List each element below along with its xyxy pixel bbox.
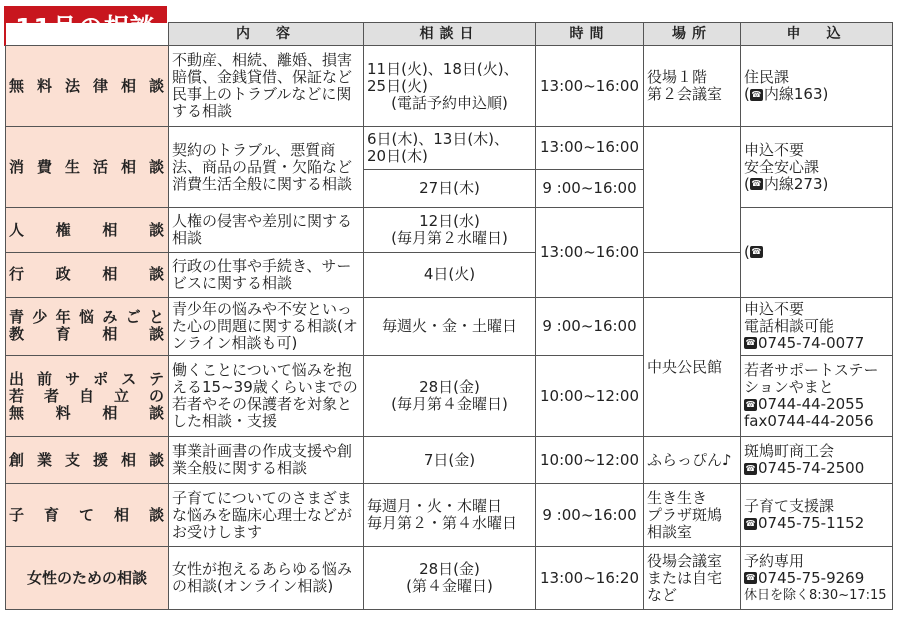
category-label: 人 権 相 談 (9, 220, 165, 239)
apply-cell (741, 484, 893, 547)
place-line: など (647, 585, 678, 604)
header-time: 時間 (536, 23, 644, 46)
date-cell: 毎週火・金・土曜日 (364, 297, 536, 356)
table-row (6, 127, 893, 170)
date-cell: 7日(金) (364, 437, 536, 484)
apply-line: 申込不要 (744, 299, 805, 318)
apply-phone: 0745-74-0077 (758, 333, 865, 352)
category-label: 無料法律相談 (9, 76, 165, 95)
apply-cell (741, 127, 893, 208)
date-cell: 4日(火) (364, 252, 536, 297)
apply-line: 安全安心課 (744, 157, 820, 176)
category-support-station (6, 356, 169, 437)
header-blank (6, 23, 169, 46)
date-line: (第４金曜日) (406, 577, 493, 596)
content-cell: 行政の仕事や手続き、サービスに関する相談 (169, 252, 364, 297)
table-row (6, 547, 893, 610)
table-row (6, 208, 893, 253)
apply-cell (741, 208, 893, 297)
apply-phone: 0744-44-2055 (758, 395, 865, 414)
date-cell (364, 484, 536, 547)
apply-line: 申込不要 (744, 140, 805, 159)
place-cell: 中央公民館 (644, 297, 741, 437)
category-label: 消費生活相談 (9, 157, 165, 176)
apply-cell (741, 547, 893, 610)
time-cell: 13:00~16:00 (536, 127, 644, 170)
date-line: 25日(火) (367, 76, 428, 95)
apply-hours: 休日を除く8:30~17:15 (744, 587, 887, 603)
date-cell (364, 547, 536, 610)
table-row (6, 484, 893, 547)
apply-line: 子育て支援課 (744, 497, 835, 516)
date-line: (毎月第２水曜日) (391, 229, 508, 248)
apply-line: 若者サポートステー (744, 361, 879, 380)
content-cell: 不動産、相続、離婚、損害賠償、金銭貸借、保証など民事上のトラブルなどに関する相談 (169, 46, 364, 127)
content-cell: 人権の侵害や差別に関する相談 (169, 208, 364, 253)
date-line: 28日(金) (419, 560, 480, 579)
date-line: 12日(水) (419, 212, 480, 231)
place-cell (644, 484, 741, 547)
header-place: 場所 (644, 23, 741, 46)
time-cell: 10:00~12:00 (536, 356, 644, 437)
header-row (6, 23, 893, 46)
date-cell (364, 208, 536, 253)
content-cell: 事業計画書の作成支援や創業全般に関する相談 (169, 437, 364, 484)
place-cell (644, 127, 741, 253)
category-human-rights (6, 208, 169, 253)
date-line: (電話予約申込順) (391, 93, 508, 112)
content-cell: 青少年の悩みや不安といった心の問題に関する相談(オンライン相談も可) (169, 297, 364, 356)
category-youth (6, 297, 169, 356)
table-row (6, 356, 893, 437)
time-cell: 13:00~16:00 (536, 208, 644, 297)
category-label: 女性のための相談 (26, 568, 147, 587)
category-label: 行 政 相 談 (9, 265, 165, 284)
time-cell: 13:00~16:00 (536, 46, 644, 127)
category-consumer (6, 127, 169, 208)
category-label: 子 育 て 相 談 (9, 505, 165, 524)
category-label: 若者自立の (9, 386, 165, 405)
header-apply: 申 込 (741, 23, 893, 46)
apply-phone: 0745-75-9269 (758, 568, 865, 587)
date-line: 11日(火)、18日(火)、 (367, 59, 519, 78)
table-row (6, 437, 893, 484)
apply-line: ( ☎ 内線163) (744, 85, 829, 104)
place-line: 相談室 (647, 522, 693, 541)
place-line: 役場会議室 (647, 551, 723, 570)
apply-cell (741, 46, 893, 127)
place-cell: ふらっぴん♪ (644, 437, 741, 484)
time-cell: 9 :00~16:00 (536, 297, 644, 356)
place-line: 役場１階 (647, 68, 708, 87)
category-label: 無 料 相 談 (9, 403, 165, 422)
content-cell: 契約のトラブル、悪質商法、商品の品質・欠陥など消費生活全般に関する相談 (169, 127, 364, 208)
phone-icon: ☎ (745, 399, 756, 409)
apply-cell (741, 356, 893, 437)
date-line: 毎週月・火・木曜日 (367, 497, 503, 516)
category-legal (6, 46, 169, 127)
apply-ext: 内線163) (763, 85, 829, 104)
place-cell (644, 46, 741, 127)
time-cell: 9 :00~16:00 (536, 484, 644, 547)
content-cell: 働くことについて悩みを抱える15~39歳くらいまでの若者やその保護者を対象とした相談・支援 (169, 356, 364, 437)
table-row (6, 297, 893, 356)
header-date: 相談日 (364, 23, 536, 46)
header-content: 内 容 (169, 23, 364, 46)
phone-icon: ☎ (745, 338, 756, 348)
date-line: 28日(金) (419, 378, 480, 397)
date-line: 6日(木)、13日(木)、 (367, 129, 510, 148)
apply-line (744, 460, 889, 477)
apply-fax: fax0744-44-2056 (744, 412, 874, 431)
category-administrative (6, 252, 169, 297)
category-label: 教 育 相 談 (9, 325, 165, 344)
category-label: 出前サポステ (9, 369, 165, 388)
content-cell: 子育てについてのさまざまな悩みを臨床心理士などがお受けします (169, 484, 364, 547)
apply-phone: 0745-75-1152 (758, 514, 865, 533)
phone-icon: ☎ (745, 463, 756, 473)
phone-icon: ☎ (751, 179, 762, 189)
date-line: (毎月第４金曜日) (391, 395, 508, 414)
apply-phone: 0745-74-2500 (758, 459, 865, 478)
phone-icon: ☎ (751, 89, 762, 99)
apply-line: 斑鳩町商工会 (744, 442, 835, 461)
place-line: プラザ斑鳩 (647, 505, 723, 524)
apply-line (744, 396, 889, 413)
time-cell: 13:00~16:20 (536, 547, 644, 610)
apply-ext: 内線273) (763, 174, 829, 193)
date-line: 毎月第２・第４水曜日 (367, 514, 518, 533)
place-cell (644, 547, 741, 610)
category-women (6, 547, 169, 610)
apply-line: 電話相談可能 (744, 316, 835, 335)
apply-line (744, 515, 889, 532)
category-label: 青少年悩みごと (9, 308, 165, 327)
apply-line: ションやまと (744, 378, 834, 397)
place-line: 第２会議室 (647, 85, 723, 104)
time-cell: 9 :00~16:00 (536, 169, 644, 208)
date-cell (364, 127, 536, 170)
category-label: 創業支援相談 (9, 450, 165, 469)
apply-line: 住民課 (744, 68, 790, 87)
apply-line (744, 335, 889, 352)
phone-icon: ☎ (745, 518, 756, 528)
apply-line: ( ☎ (744, 242, 762, 261)
date-cell (364, 46, 536, 127)
date-cell (364, 356, 536, 437)
phone-icon: ☎ (745, 573, 756, 583)
content-cell: 女性が抱えるあらゆる悩みの相談(オンライン相談) (169, 547, 364, 610)
consultation-table (5, 22, 893, 610)
apply-cell (741, 437, 893, 484)
table-row (6, 46, 893, 127)
date-line: 20日(木) (367, 146, 428, 165)
time-cell: 10:00~12:00 (536, 437, 644, 484)
apply-line: ( ☎ 内線273) (744, 174, 829, 193)
date-cell: 27日(木) (364, 169, 536, 208)
phone-icon: ☎ (751, 247, 762, 257)
apply-cell (741, 297, 893, 356)
place-line: または自宅 (647, 568, 723, 587)
place-line: 生き生き (647, 488, 708, 507)
category-startup (6, 437, 169, 484)
category-childcare (6, 484, 169, 547)
apply-line: 予約専用 (744, 551, 805, 570)
apply-line (744, 570, 889, 587)
